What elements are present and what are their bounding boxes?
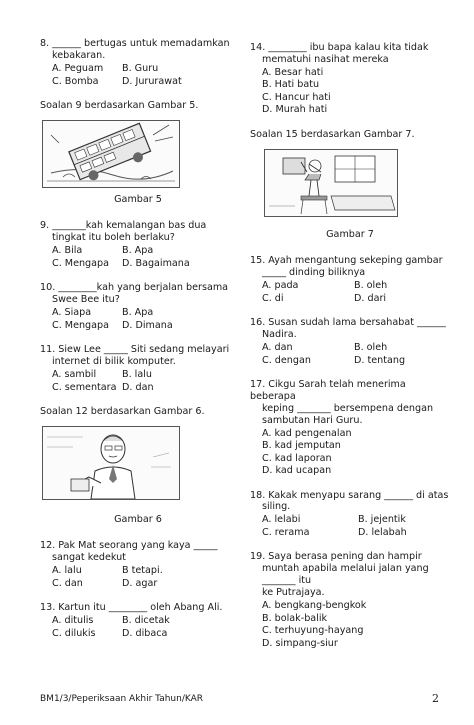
- option-c[interactable]: C. Mengapa: [52, 319, 109, 331]
- question-text: 11. Siew Lee _____ Siti sedang melayari: [40, 343, 230, 355]
- options: [250, 280, 450, 305]
- question-12: [40, 540, 236, 590]
- option-b[interactable]: B. oleh: [354, 279, 388, 291]
- question-18: [250, 490, 450, 540]
- question-text: 9. _______kah kemalangan bas dua: [40, 219, 207, 231]
- option-d[interactable]: D. dibaca: [122, 627, 168, 639]
- option-c[interactable]: C. rerama: [262, 527, 310, 539]
- figure-caption: Gambar 7: [326, 228, 374, 240]
- option-d[interactable]: D. Dimana: [122, 319, 173, 331]
- question-text: mematuhi nasihat mereka: [262, 53, 389, 65]
- options: [40, 63, 236, 88]
- option-c[interactable]: C. Hancur hati: [262, 91, 331, 103]
- question-text: _______ itu: [262, 575, 312, 587]
- question-text: 14. ________ ibu bapa kalau kita tidak: [250, 42, 429, 53]
- question-8: [40, 38, 236, 88]
- option-c[interactable]: C. dan: [52, 577, 83, 589]
- question-17: [250, 379, 450, 478]
- option-d[interactable]: D. Murah hati: [262, 104, 328, 116]
- options: [40, 565, 236, 590]
- question-text: 8. ______ bertugas untuk memadamkan: [40, 38, 230, 49]
- question-text: internet di bilik komputer.: [52, 355, 176, 367]
- options: [40, 615, 236, 640]
- option-c[interactable]: C. dilukis: [52, 627, 96, 639]
- footer-code: BM1/3/Peperiksaan Akhir Tahun/KAR: [40, 694, 204, 704]
- question-14: [250, 42, 450, 117]
- question-text: Swee Bee itu?: [52, 293, 120, 305]
- option-a[interactable]: A. kad pengenalan: [262, 427, 352, 439]
- option-c[interactable]: C. kad laporan: [262, 452, 332, 464]
- question-text: sambutan Hari Guru.: [262, 414, 363, 426]
- option-b[interactable]: B. oleh: [354, 341, 388, 353]
- option-d[interactable]: D. simpang-siur: [262, 637, 338, 649]
- option-c[interactable]: C. dengan: [262, 354, 311, 366]
- hanging-picture-illustration: [265, 150, 397, 216]
- option-a[interactable]: A. bengkang-bengkok: [262, 600, 367, 612]
- figure-caption: Gambar 5: [114, 193, 162, 205]
- left-column: [40, 38, 236, 652]
- option-a[interactable]: A. lelabi: [262, 514, 301, 526]
- question-10: [40, 282, 236, 332]
- figure-hanging-picture: [264, 149, 398, 217]
- man-illustration: [43, 427, 179, 499]
- option-c[interactable]: C. Bomba: [52, 75, 99, 87]
- question-13: [40, 602, 236, 640]
- options: [250, 600, 450, 650]
- question-text: 12. Pak Mat seorang yang kaya _____: [40, 539, 218, 551]
- option-c[interactable]: C. Mengapa: [52, 257, 109, 269]
- option-b[interactable]: B. Apa: [122, 306, 154, 318]
- option-b[interactable]: B. dicetak: [122, 614, 170, 626]
- options: [250, 428, 450, 478]
- options: [40, 369, 236, 394]
- section-heading: Soalan 9 berdasarkan Gambar 5.: [40, 99, 199, 111]
- right-column: [250, 42, 450, 662]
- options: [250, 67, 450, 117]
- question-text: 17. Cikgu Sarah telah menerima beberapa: [250, 378, 406, 402]
- option-b[interactable]: B. jejentik: [358, 514, 406, 526]
- question-text: 10. ________kah yang berjalan bersama: [40, 281, 229, 293]
- question-text: sangat kedekut: [52, 551, 126, 563]
- question-19: [250, 551, 450, 650]
- option-a[interactable]: A. ditulis: [52, 614, 94, 626]
- question-text: siling.: [262, 501, 291, 513]
- option-a[interactable]: A. lalu: [52, 564, 82, 576]
- option-a[interactable]: A. Bila: [52, 244, 83, 256]
- page-number: 2: [432, 692, 439, 705]
- option-d[interactable]: D. kad ucapan: [262, 465, 332, 477]
- option-d[interactable]: D. Bagaimana: [122, 257, 190, 269]
- question-text: kebakaran.: [52, 49, 106, 61]
- option-c[interactable]: C. di: [262, 292, 284, 304]
- figure-caption: Gambar 6: [114, 513, 162, 525]
- option-b[interactable]: B. lalu: [122, 368, 152, 380]
- question-text: ke Putrajaya.: [262, 587, 325, 599]
- question-text: Nadira.: [262, 328, 297, 340]
- option-b[interactable]: B. Apa: [122, 244, 154, 256]
- question-11: [40, 344, 236, 394]
- question-9: [40, 220, 236, 270]
- section-heading: Soalan 15 berdasarkan Gambar 7.: [250, 128, 415, 140]
- option-a[interactable]: A. Peguam: [52, 62, 104, 74]
- options: [250, 342, 450, 367]
- question-text: 18. Kakak menyapu sarang ______ di atas: [250, 489, 449, 501]
- option-a[interactable]: A. Siapa: [52, 306, 92, 318]
- option-b[interactable]: B. bolak-balik: [262, 612, 328, 624]
- question-16: [250, 317, 450, 367]
- figure-man-counting-money: [42, 426, 180, 500]
- question-text: 13. Kartun itu ________ oleh Abang Ali.: [40, 601, 223, 613]
- option-a[interactable]: A. Besar hati: [262, 66, 324, 78]
- option-d[interactable]: D. agar: [122, 577, 158, 589]
- options: [250, 514, 450, 539]
- option-c[interactable]: C. sementara: [52, 381, 117, 393]
- option-b[interactable]: B. kad jemputan: [262, 440, 341, 452]
- question-text: muntah apabila melalui jalan yang: [262, 563, 429, 575]
- question-15: [250, 255, 450, 305]
- option-a[interactable]: A. sambil: [52, 368, 97, 380]
- question-text: tingkat itu boleh berlaku?: [52, 231, 175, 243]
- section-heading: Soalan 12 berdasarkan Gambar 6.: [40, 405, 205, 417]
- option-d[interactable]: D. Jururawat: [122, 75, 182, 87]
- question-text: keping _______ bersempena dengan: [262, 402, 434, 414]
- option-b[interactable]: B tetapi.: [122, 564, 163, 576]
- bus-accident-illustration: [43, 121, 179, 187]
- option-d[interactable]: D. lelabah: [358, 527, 407, 539]
- options: [40, 245, 236, 270]
- options: [40, 307, 236, 332]
- option-b[interactable]: B. Hati batu: [262, 79, 320, 91]
- option-d[interactable]: D. tentang: [354, 354, 406, 366]
- option-d[interactable]: D. dari: [354, 292, 387, 304]
- question-text: 19. Saya berasa pening dan hampir: [250, 551, 422, 563]
- option-d[interactable]: D. dan: [122, 381, 154, 393]
- option-a[interactable]: A. pada: [262, 279, 299, 291]
- option-c[interactable]: C. terhuyung-hayang: [262, 625, 364, 637]
- question-text: 16. Susan sudah lama bersahabat ______: [250, 316, 446, 328]
- option-a[interactable]: A. dan: [262, 341, 293, 353]
- figure-bus-accident: [42, 120, 180, 188]
- question-text: 15. Ayah mengantung sekeping gambar: [250, 254, 443, 266]
- option-b[interactable]: B. Guru: [122, 62, 159, 74]
- question-text: _____ dinding biliknya: [262, 266, 366, 278]
